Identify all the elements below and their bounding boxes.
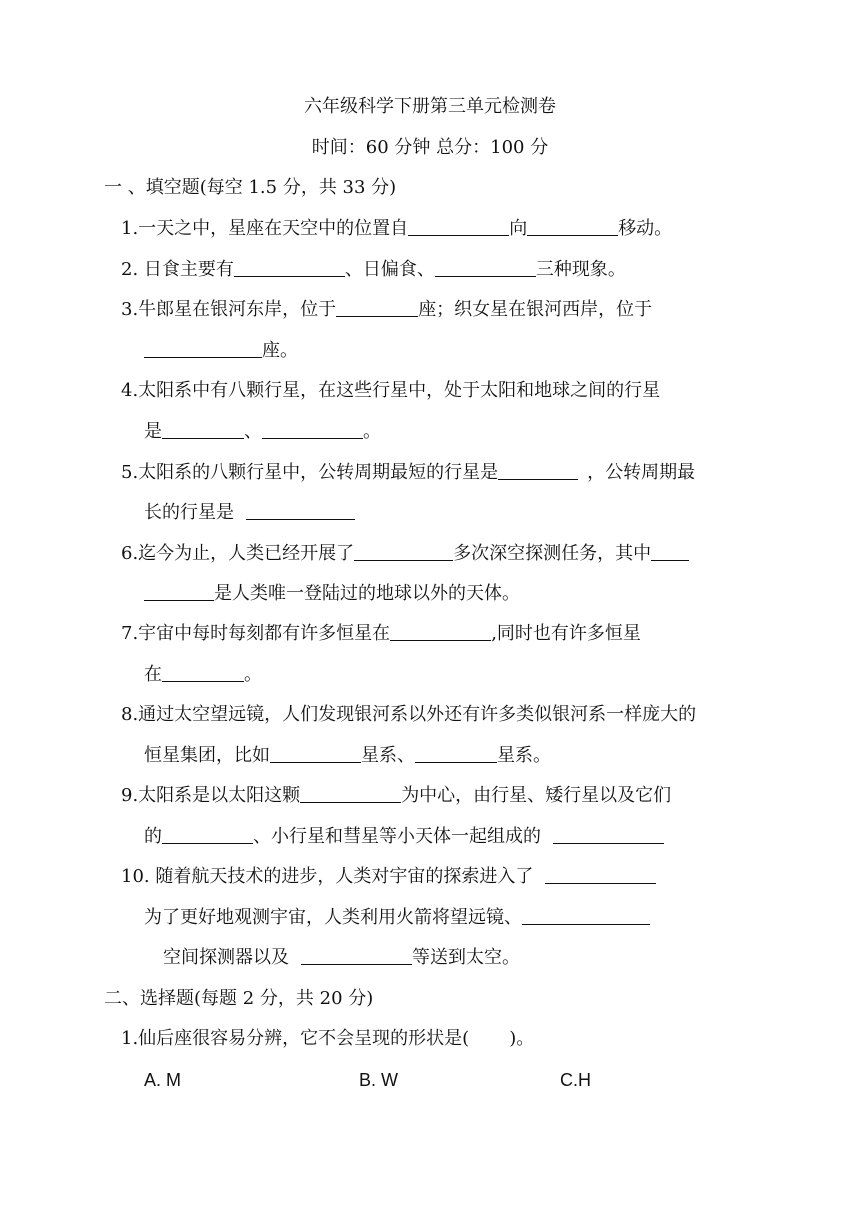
answer-blank <box>336 298 418 317</box>
question-text: 长的行星是 <box>144 502 234 523</box>
question-6-cont <box>144 582 520 606</box>
exam-info: 时间：60 分钟 总分：100 分 <box>311 137 549 158</box>
question-text: 2. 日食主要有 <box>121 259 234 280</box>
question-text: 等送到太空。 <box>412 947 520 968</box>
answer-blank <box>144 582 214 601</box>
answer-blank <box>390 622 491 641</box>
answer-blank <box>162 825 253 844</box>
answer-blank <box>435 258 536 277</box>
answer-blank <box>246 501 355 520</box>
question-text: 5.太阳系的八颗行星中，公转周期最短的行星是 <box>121 462 499 483</box>
question-text: 10. 随着航天技术的进步，人类对宇宙的探索进入了 <box>121 866 534 887</box>
answer-blank <box>527 217 618 236</box>
question-text: 在 <box>144 664 162 685</box>
choice-question-1 <box>121 1027 534 1051</box>
question-text: ，公转周期最 <box>587 462 696 483</box>
question-text: 座；织女星在银河西岸，位于 <box>418 299 653 320</box>
answer-blank <box>301 946 412 965</box>
answer-blank <box>162 663 244 682</box>
answer-blank <box>522 906 650 925</box>
question-text: 。 <box>363 421 381 442</box>
question-text: 三种现象。 <box>535 259 626 280</box>
question-text: )。 <box>509 1028 535 1049</box>
question-1 <box>121 217 672 241</box>
answer-blank <box>498 461 578 480</box>
question-text: 星系。 <box>497 745 551 766</box>
question-text: 是人类唯一登陆过的地球以外的天体。 <box>214 583 520 604</box>
answer-blank <box>162 420 244 439</box>
question-text: 座。 <box>262 340 298 361</box>
question-5-cont <box>144 501 355 525</box>
question-text: 。 <box>244 664 262 685</box>
question-6 <box>121 542 689 566</box>
answer-blank <box>234 258 345 277</box>
question-10 <box>121 865 656 889</box>
question-text: 、小行星和彗星等小天体一起组成的 <box>253 826 541 847</box>
answer-blank <box>262 420 363 439</box>
question-5 <box>121 461 695 485</box>
page-title: 六年级科学下册第三单元检测卷 <box>304 96 556 117</box>
question-10-cont <box>144 906 650 930</box>
question-7 <box>121 622 641 646</box>
question-9 <box>121 784 671 808</box>
section-2-heading: 二、选择题(每题 2 分，共 20 分) <box>104 988 374 1009</box>
question-text: 星系、 <box>361 745 415 766</box>
answer-blank <box>553 825 664 844</box>
question-4-cont <box>144 420 381 444</box>
answer-blank <box>545 865 656 884</box>
question-text: 9.太阳系是以太阳这颗 <box>121 785 301 806</box>
question-text: 、 <box>244 421 262 442</box>
option-c: C.H <box>560 1070 591 1090</box>
question-3-cont <box>144 339 298 363</box>
question-text: 移动。 <box>618 218 673 239</box>
question-text: 是 <box>144 421 162 442</box>
section-1-heading: 一 、填空题(每空 1.5 分，共 33 分) <box>104 177 397 198</box>
question-text: ,同时也有许多恒星 <box>491 623 641 644</box>
question-text: 多次深空探测任务，其中 <box>453 543 652 564</box>
question-7-cont <box>144 663 262 687</box>
question-text: 的 <box>144 826 162 847</box>
question-text: 恒星集团，比如 <box>144 745 270 766</box>
question-text: 6.迄今为止，人类已经开展了 <box>121 543 355 564</box>
question-text: 为了更好地观测宇宙，人类利用火箭将望远镜、 <box>144 907 522 928</box>
question-text: 向 <box>509 218 528 239</box>
answer-blank <box>144 339 262 358</box>
question-4: 4.太阳系中有八颗行星，在这些行星中，处于太阳和地球之间的行星 <box>121 380 661 401</box>
question-text: 为中心，由行星、矮行星以及它们 <box>401 785 672 806</box>
question-text: 空间探测器以及 <box>163 947 289 968</box>
question-8: 8.通过太空望远镜，人们发现银河系以外还有许多类似银河系一样庞大的 <box>121 704 697 725</box>
question-text: 1.仙后座很容易分辨，它不会呈现的形状是( <box>121 1028 470 1049</box>
answer-blank <box>415 744 497 763</box>
answer-blank <box>354 542 453 561</box>
answer-blank <box>408 217 509 236</box>
question-2 <box>121 258 626 282</box>
question-8-cont <box>144 744 551 768</box>
question-text: 7.宇宙中每时每刻都有许多恒星在 <box>121 623 391 644</box>
question-text: 1.一天之中，星座在天空中的位置自 <box>121 218 409 239</box>
question-3 <box>121 298 652 322</box>
question-9-cont <box>144 825 664 849</box>
question-10-cont <box>163 946 520 970</box>
answer-blank <box>300 784 401 803</box>
answer-blank <box>270 744 361 763</box>
option-b: B. W <box>359 1070 398 1090</box>
question-text: 3.牛郎星在银河东岸，位于 <box>121 299 337 320</box>
question-text: 、日偏食、 <box>344 259 435 280</box>
answer-blank <box>651 542 689 561</box>
option-a: A. M <box>144 1070 182 1090</box>
